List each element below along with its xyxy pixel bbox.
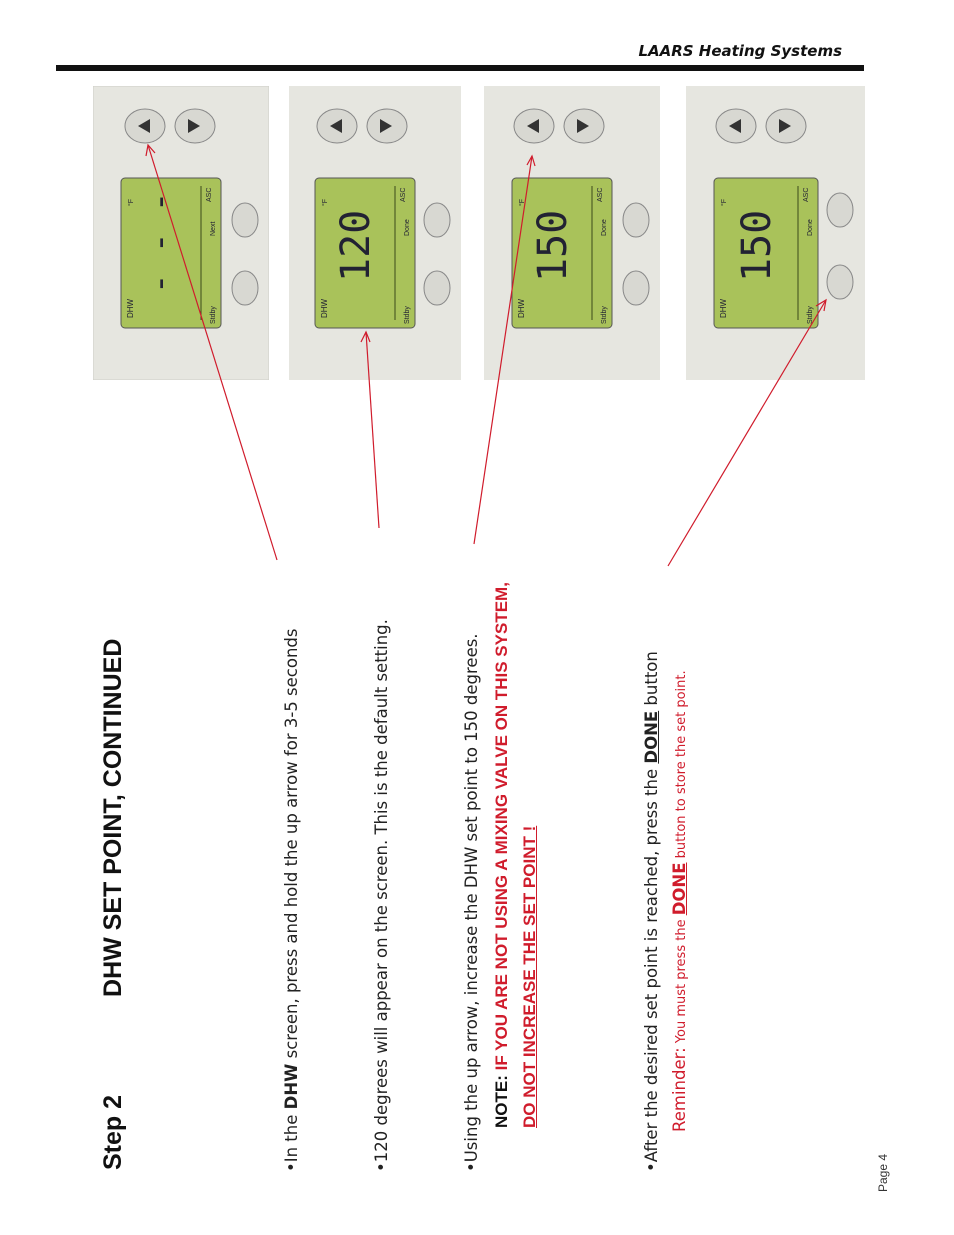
svg-text:Done: Done <box>601 219 608 236</box>
step-label: Step 2 <box>99 1094 127 1170</box>
svg-text:DHW: DHW <box>517 298 526 318</box>
svg-text:ASC: ASC <box>597 187 604 202</box>
thermostat-photo-3 <box>484 86 660 380</box>
svg-text:Stdby: Stdby <box>404 306 411 324</box>
svg-text:DHW: DHW <box>126 298 135 318</box>
svg-text:DHW: DHW <box>320 298 329 318</box>
svg-text:Next: Next <box>210 221 217 236</box>
brand-header: LAARS Heating Systems <box>638 42 842 60</box>
svg-text:°F: °F <box>721 198 728 206</box>
svg-text:Stdby: Stdby <box>807 306 814 324</box>
svg-text:ASC: ASC <box>803 187 810 202</box>
warning-note: NOTE: IF YOU ARE NOT USING A MIXING VALVE ON THIS SYSTEM, <box>492 582 511 1128</box>
thermostat-photo-4 <box>686 86 865 380</box>
svg-text:Done: Done <box>404 219 411 236</box>
svg-text:°F: °F <box>128 198 135 206</box>
list-item: •120 degrees will appear on the screen. This is the default setting. <box>372 619 391 1172</box>
svg-text:°F: °F <box>519 198 526 206</box>
svg-text:120: 120 <box>333 209 379 282</box>
svg-text:°F: °F <box>322 198 329 206</box>
svg-text:ASC: ASC <box>400 187 407 202</box>
svg-text:- - -: - - - <box>140 191 180 294</box>
list-item: •Using the up arrow, increase the DHW set point to 150 degrees. <box>462 633 481 1172</box>
svg-text:150: 150 <box>734 209 780 282</box>
page-number: Page 4 <box>876 1153 890 1192</box>
page-heading <box>99 639 128 1170</box>
thermostat-photo-2 <box>289 86 461 380</box>
page-title: DHW SET POINT, CONTINUED <box>99 638 127 997</box>
svg-text:Stdby: Stdby <box>210 306 217 324</box>
svg-text:Stdby: Stdby <box>601 306 608 324</box>
svg-text:ASC: ASC <box>206 187 213 202</box>
list-item: •After the desired set point is reached, press the DONE button <box>642 651 661 1172</box>
svg-text:150: 150 <box>530 209 576 282</box>
svg-text:Done: Done <box>807 219 814 236</box>
svg-text:DHW: DHW <box>719 298 728 318</box>
reminder-note: Reminder: You must press the DONE button to store the set point. <box>670 670 689 1132</box>
header-rule <box>56 65 864 71</box>
thermostat-photo-1 <box>93 86 269 380</box>
warning-note-line2: DO NOT INCREASE THE SET POINT ! <box>520 825 539 1128</box>
list-item: •In the DHW screen, press and hold the up arrow for 3-5 seconds <box>282 628 301 1172</box>
